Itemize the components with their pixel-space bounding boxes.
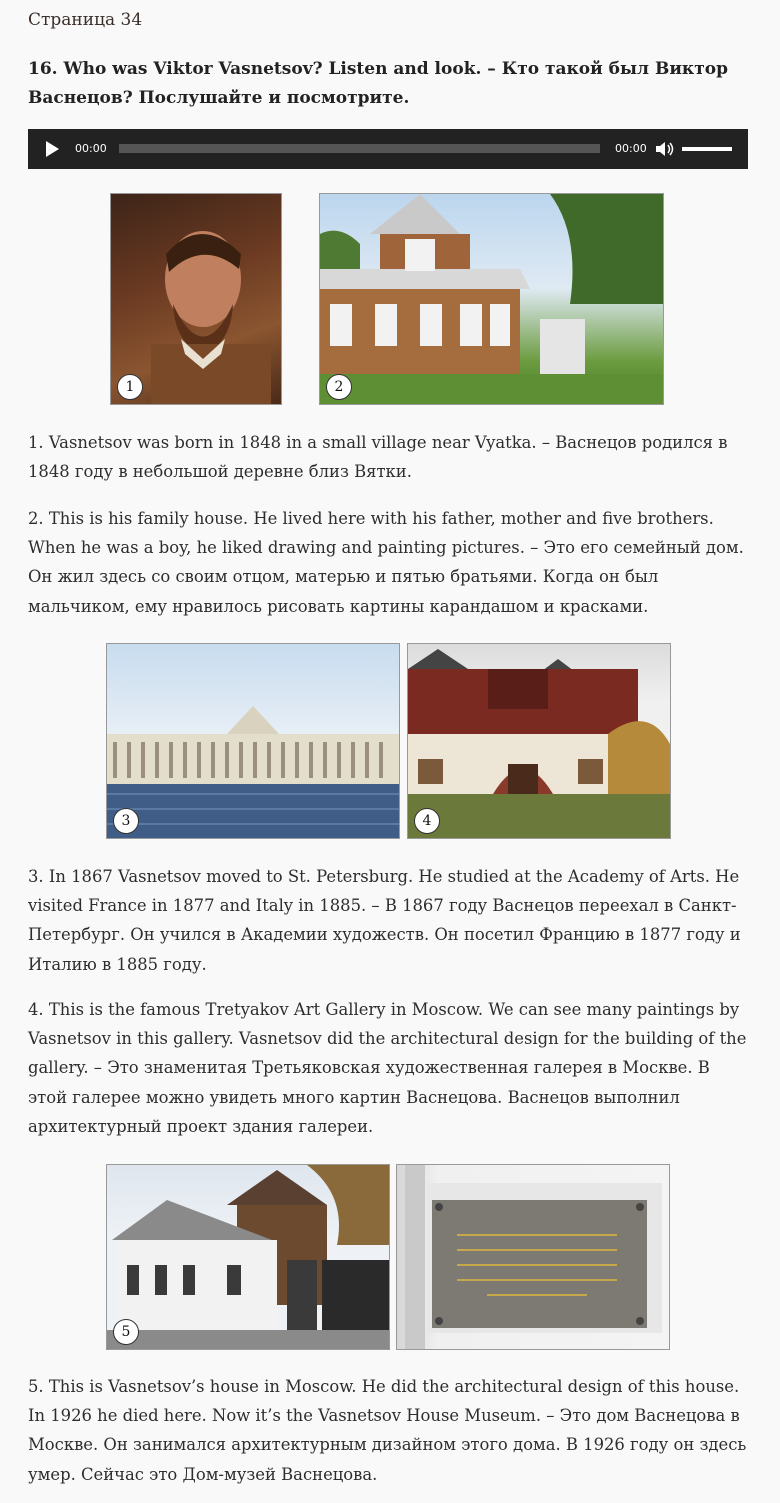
figure-number: 3 [113, 808, 139, 834]
paragraph-3: 3. In 1867 Vasnetsov moved to St. Petersburg. He studied at the Academy of Arts. He visited France in 1877 and Italy in 1885. – В 1867 году Васнецов переехал в Санкт-Петербург. Он учился в Академии художеств. Он посетил Францию в 1877 году и Италию в 1885 году. [28, 867, 741, 974]
paragraph-2: 2. This is his family house. He lived here with his father, mother and five brothers. When he was a boy, he liked drawing and painting pictures. – Это его семейный дом. Он жил здесь со своим отцом, матерью и пятью братьями. Когда он был мальчиком, ему нравилось рисовать картины карандашом и красками. [28, 509, 744, 616]
speaker-icon[interactable] [656, 141, 676, 157]
volume-slider[interactable] [682, 147, 732, 151]
figure-number: 1 [117, 374, 143, 400]
paragraph-5: 5. This is Vasnetsov’s house in Moscow. He did the architectural design of this house. In 1926 he died here. Now it’s the Vasnetsov House Museum. – Это дом Васнецова в Москве. Он занимался архитектурным дизайном этого дома. В 1926 году он здесь умер. Сейчас это Дом-музей Васнецова. [28, 1377, 747, 1484]
current-time: 00:00 [75, 142, 107, 155]
paragraph-1: 1. Vasnetsov was born in 1848 in a small village near Vyatka. – Васнецов родился в 1848 году в небольшой деревне близ Вятки. [28, 433, 728, 482]
audio-player [28, 129, 748, 169]
figure-number: 5 [113, 1319, 139, 1345]
play-icon[interactable] [46, 141, 59, 157]
family-house-image [319, 193, 664, 405]
page-label: Страница 34 [28, 10, 143, 30]
tretyakov-gallery-image [407, 643, 671, 839]
academy-image [106, 643, 400, 839]
figure-number: 2 [326, 374, 352, 400]
exercise-heading: 16. Who was Viktor Vasnetsov? Listen and look. – Кто такой был Виктор Васнецов? Послушайте и посмотрите. [28, 59, 728, 108]
duration: 00:00 [615, 142, 647, 155]
figure-number: 4 [414, 808, 440, 834]
progress-track[interactable] [119, 144, 600, 153]
paragraph-4: 4. This is the famous Tretyakov Art Gallery in Moscow. We can see many paintings by Vasnetsov in this gallery. Vasnetsov did the architectural design for the building of the gallery. – Это знаменитая Третьяковская художественная галерея в Москве. В этой галерее можно увидеть много картин Васнецова. Васнецов выполнил архитектурный проект здания галереи. [28, 1000, 747, 1136]
vasnetsov-house-moscow-image [106, 1164, 390, 1350]
memorial-plaque-image [396, 1164, 670, 1350]
portrait-image [110, 193, 282, 405]
